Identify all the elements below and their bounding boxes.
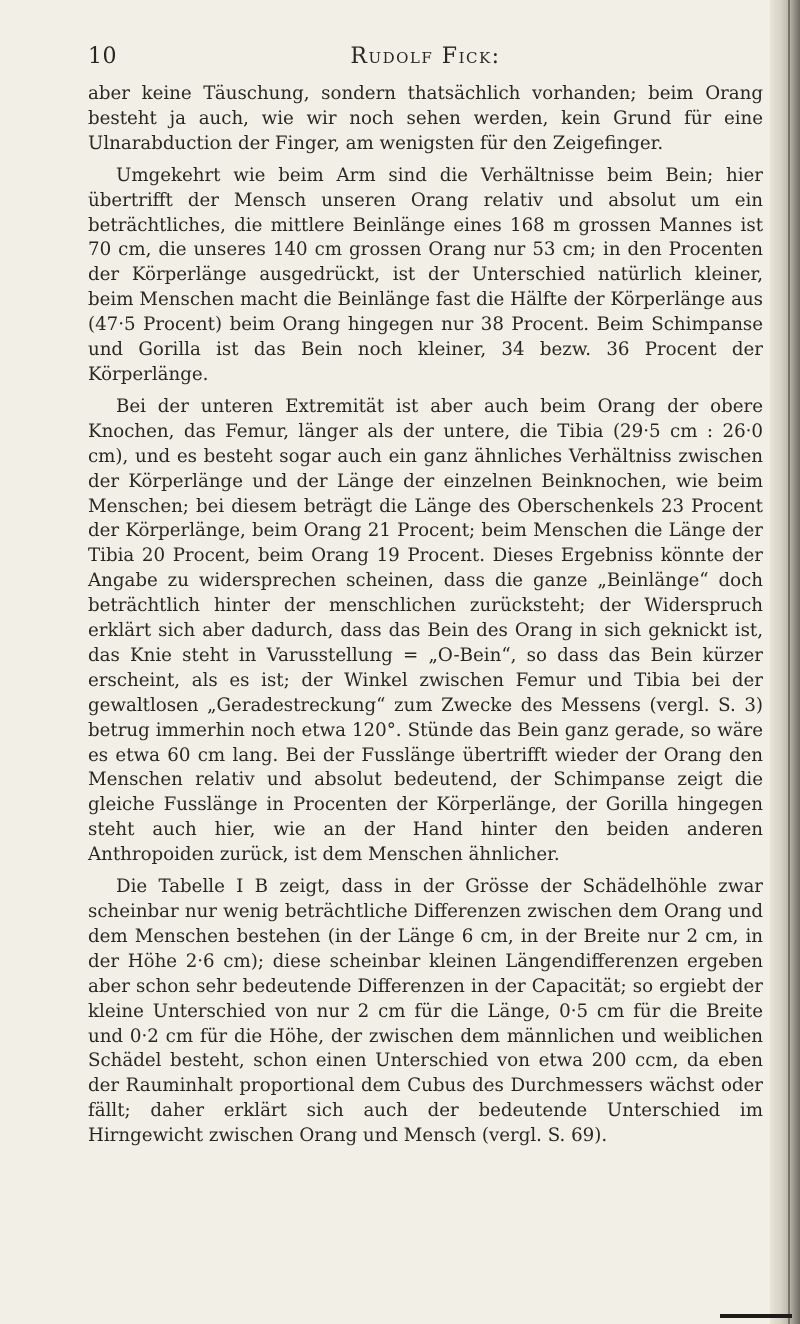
paragraph-3: Bei der unteren Extremität ist aber auch beim Orang der obere Knochen, das Femur, länger als der untere, die Tibia (29·5 cm : 26·0 cm), und es besteht sogar auch ein ganz ähnliches Verhältniss zwischen der Körperlänge und der Länge der einzelnen Beinknochen, wie beim Menschen; bei diesem beträgt die Länge des Oberschenkels 23 Procent der Körperlänge, beim Orang 21 Procent; beim Menschen die Länge der Tibia 20 Procent, beim Orang 19 Procent. Dieses Ergebniss könnte der Angabe zu widersprechen scheinen, dass die ganze „Beinlänge“ doch beträchtlich hinter der menschlichen zurücksteht; der Widerspruch erklärt sich aber dadurch, dass das Bein des Orang in sich geknickt ist, das Knie steht in Varusstellung = „O-Bein“, so dass das Bein kürzer erscheint, als es ist; der Winkel zwischen Femur und Tibia bei der gewaltlosen „Geradestreckung“ zum Zwecke des Messens (vergl. S. 3) betrug immerhin noch etwa 120°. Stünde das Bein ganz gerade, so wäre es etwa 60 cm lang. Bei der Fusslänge übertrifft wieder der Orang den Menschen relativ und absolut bedeutend, der Schimpanse zeigt die gleiche Fusslänge in Procenten der Körperlänge, der Gorilla hingegen steht auch hier, wie an der Hand hinter den beiden anderen Anthropoiden zurück, ist dem Menschen ähnlicher. [88, 395, 763, 866]
running-title: Rudolf Fick: [350, 44, 501, 69]
paragraph-2: Umgekehrt wie beim Arm sind die Verhältnisse beim Bein; hier übertrifft der Mensch unseren Orang relativ und absolut um ein beträchtliches, die mittlere Beinlänge eines 168 m grossen Mannes ist 70 cm, die unseres 140 cm grossen Orang nur 53 cm; in den Procenten der Körperlänge ausgedrückt, ist der Unterschied natürlich kleiner, beim Menschen macht die Beinlänge fast die Hälfte der Körperlänge aus (47·5 Procent) beim Orang hingegen nur 38 Procent. Beim Schimpanse und Gorilla ist das Bein noch kleiner, 34 bezw. 36 Procent der Körperlänge. [88, 164, 763, 385]
page-binding-edge [770, 0, 800, 1324]
body-text [88, 82, 763, 1149]
page-number: 10 [88, 44, 117, 69]
binding-rule [788, 0, 790, 1324]
bottom-edge-rule [720, 1314, 792, 1318]
running-head [88, 44, 763, 84]
paragraph-4: Die Tabelle I B zeigt, dass in der Grösse der Schädelhöhle zwar scheinbar nur wenig beträchtliche Differenzen zwischen dem Orang und dem Menschen bestehen (in der Länge 6 cm, in der Breite nur 2 cm, in der Höhe 2·6 cm); diese scheinbar kleinen Längendifferenzen ergeben aber schon sehr bedeutende Differenzen in der Capacität; so ergiebt der kleine Unterschied von nur 2 cm für die Länge, 0·5 cm für die Breite und 0·2 cm für die Höhe, der zwischen dem männlichen und weiblichen Schädel besteht, schon einen Unterschied von etwa 200 ccm, da eben der Rauminhalt proportional dem Cubus des Durchmessers wächst oder fällt; daher erklärt sich auch der bedeutende Unterschied im Hirngewicht zwischen Orang und Mensch (vergl. S. 69). [88, 876, 763, 1147]
paragraph-1: aber keine Täuschung, sondern thatsächlich vorhanden; beim Orang besteht ja auch, wie wir noch sehen werden, kein Grund für eine Ulnarabduction der Finger, am wenigsten für den Zeigefinger. [88, 83, 763, 154]
